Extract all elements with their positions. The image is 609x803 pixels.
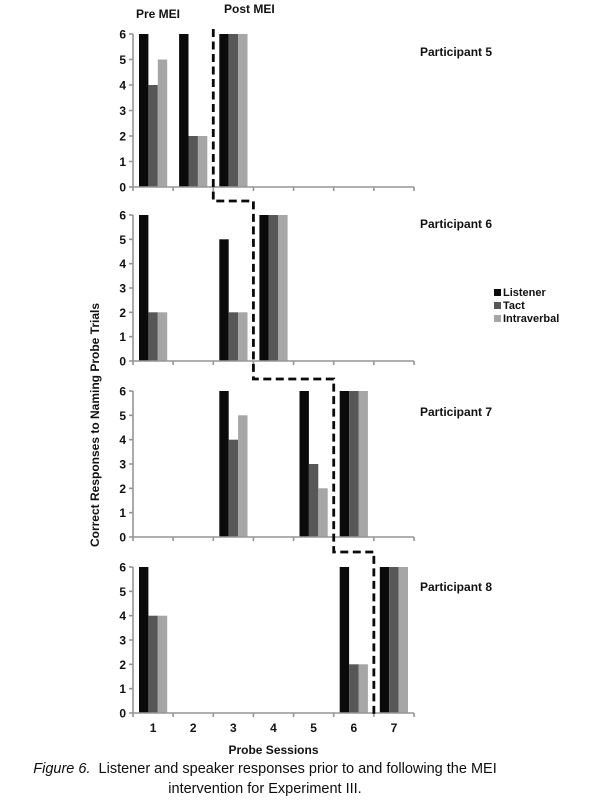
x-tick-label: 2	[189, 721, 197, 735]
bar-listener-session-3	[219, 34, 228, 187]
bar-listener-session-2	[179, 34, 188, 187]
y-tick-label: 3	[119, 104, 126, 118]
bar-intraverbal-session-6	[359, 391, 368, 537]
bar-listener-session-1	[139, 215, 148, 361]
bar-listener-session-3	[219, 239, 228, 361]
post-mei-label: Post MEI	[224, 2, 275, 16]
legend-label: Listener	[503, 286, 546, 299]
bar-listener-session-4	[259, 215, 268, 361]
bar-listener-session-6	[340, 567, 349, 713]
y-tick-label: 1	[119, 682, 126, 697]
y-tick-label: 0	[119, 180, 126, 195]
y-tick-label: 6	[119, 27, 126, 42]
panel-participant-7	[119, 385, 414, 545]
y-axis-title: Correct Responses to Naming Probe Trials	[88, 302, 102, 548]
bar-tact-session-4	[269, 215, 278, 361]
y-tick-label: 5	[119, 53, 126, 67]
bar-intraverbal-session-7	[399, 567, 408, 713]
y-tick-label: 3	[119, 281, 126, 296]
y-tick-label: 1	[119, 155, 126, 169]
bar-intraverbal-session-1	[158, 60, 167, 188]
bar-tact-session-6	[349, 664, 358, 713]
y-tick-label: 2	[119, 305, 126, 320]
legend-label: Tact	[503, 299, 525, 312]
y-tick-label: 1	[119, 330, 126, 345]
y-tick-label: 6	[119, 208, 126, 223]
x-tick-label: 6	[350, 721, 358, 735]
y-tick-label: 6	[119, 560, 126, 575]
y-tick-label: 3	[119, 633, 126, 648]
y-tick-label: 1	[119, 506, 126, 521]
y-tick-label: 4	[119, 433, 126, 448]
bar-listener-session-1	[139, 34, 148, 187]
caption-figure-number: Figure 6.	[33, 761, 91, 777]
x-tick-label: 4	[270, 721, 277, 735]
bar-intraverbal-session-3	[238, 312, 247, 361]
bar-listener-session-6	[340, 391, 349, 537]
bar-tact-session-5	[309, 464, 318, 537]
participant-label-5: Participant 5	[420, 45, 493, 59]
y-tick-label: 2	[119, 129, 126, 144]
tact-swatch-icon	[494, 302, 501, 309]
caption-line1: Listener and speaker responses prior to and following the MEI	[90, 761, 497, 777]
y-tick-label: 5	[119, 408, 126, 423]
intraverbal-swatch-icon	[494, 315, 501, 322]
bar-tact-session-7	[389, 567, 398, 713]
bar-intraverbal-session-6	[359, 664, 368, 713]
y-tick-label: 2	[119, 481, 126, 496]
legend-item-listener	[494, 286, 559, 299]
y-tick-label: 4	[119, 78, 126, 93]
bar-intraverbal-session-2	[198, 136, 207, 187]
participant-label-8: Participant 8	[420, 580, 493, 594]
bar-intraverbal-session-4	[278, 215, 287, 361]
y-tick-label: 4	[119, 609, 126, 624]
bar-tact-session-1	[148, 616, 157, 713]
bar-tact-session-3	[229, 312, 238, 361]
legend-item-intraverbal	[494, 312, 559, 325]
x-tick-label: 5	[310, 721, 317, 735]
legend	[494, 286, 559, 325]
bar-listener-session-7	[380, 567, 389, 713]
pre-mei-label: Pre MEI	[136, 7, 181, 21]
x-tick-label: 1	[149, 721, 157, 735]
bar-tact-session-1	[148, 85, 157, 187]
participant-label-7: Participant 7	[420, 405, 493, 419]
panel-participant-5	[119, 28, 414, 195]
figure-caption	[0, 760, 530, 799]
y-tick-label: 0	[119, 706, 126, 721]
legend-label: Intraverbal	[503, 312, 560, 325]
bar-intraverbal-session-1	[158, 616, 167, 713]
y-tick-label: 0	[119, 354, 126, 369]
y-tick-label: 6	[119, 384, 126, 399]
caption-line2: intervention for Experiment III.	[168, 780, 362, 797]
panel-participant-8	[119, 561, 414, 736]
y-tick-label: 3	[119, 457, 126, 472]
listener-swatch-icon	[494, 289, 501, 296]
legend-item-tact	[494, 299, 559, 312]
bar-tact-session-1	[148, 312, 157, 361]
bar-tact-session-6	[349, 391, 358, 537]
x-tick-label: 7	[390, 721, 398, 735]
bar-intraverbal-session-3	[238, 415, 247, 537]
bar-intraverbal-session-3	[238, 34, 247, 187]
bar-tact-session-3	[229, 440, 238, 537]
bar-intraverbal-session-1	[158, 312, 167, 361]
bar-tact-session-3	[229, 34, 238, 187]
bar-listener-session-1	[139, 567, 148, 713]
x-tick-label: 3	[230, 721, 237, 735]
x-axis-title: Probe Sessions	[228, 743, 319, 757]
y-tick-label: 5	[119, 232, 126, 247]
bar-listener-session-3	[219, 391, 228, 537]
panel-participant-6	[119, 209, 414, 369]
y-tick-label: 2	[119, 657, 126, 672]
y-tick-label: 0	[119, 530, 126, 545]
bar-listener-session-5	[300, 391, 309, 537]
y-tick-label: 4	[119, 257, 126, 272]
bar-tact-session-2	[189, 136, 198, 187]
bar-intraverbal-session-5	[318, 488, 327, 537]
participant-label-6: Participant 6	[420, 217, 493, 231]
y-tick-label: 5	[119, 584, 126, 599]
